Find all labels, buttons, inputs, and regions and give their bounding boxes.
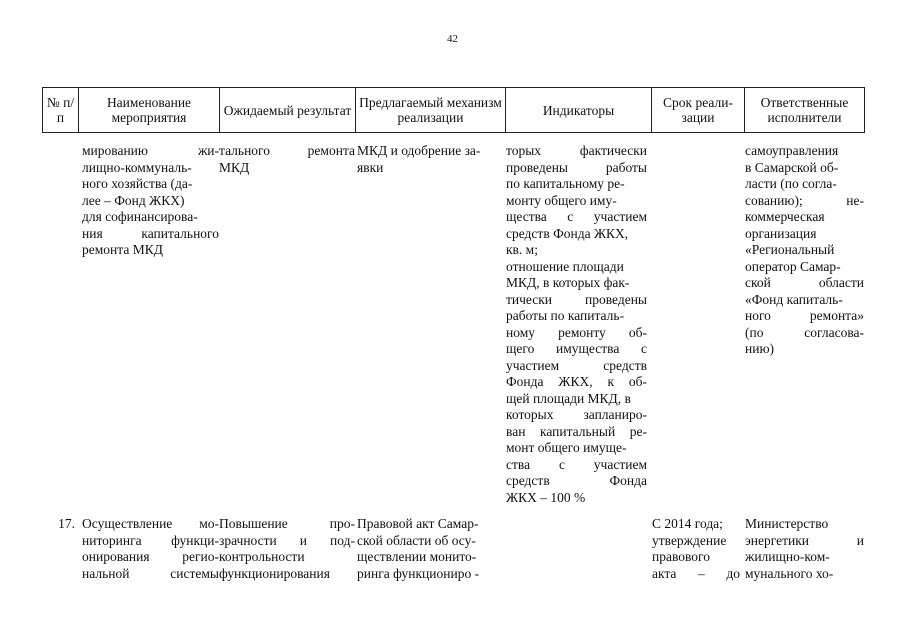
text-line: средств Фонда ЖКХ,: [506, 225, 629, 241]
text-line: для софинансирова-: [82, 209, 198, 224]
text-line: энергетики и: [745, 532, 864, 548]
text-line: «Фонд капиталь-: [745, 291, 843, 307]
header-indicators: Индикаторы: [506, 88, 652, 133]
text-line: ЖКХ – 100 %: [506, 489, 586, 505]
text-line: онирования регио-: [82, 549, 219, 564]
text-line: отношение площади: [506, 258, 624, 274]
text-line: монту общего иму-: [506, 192, 617, 208]
page-number: 42: [447, 33, 458, 45]
text-line: мунального хо-: [745, 565, 834, 581]
header-mechanism: Предлагаемый механизм реализации: [356, 88, 506, 133]
text-line: работы по капиталь-: [506, 308, 625, 323]
text-line: которых запланиро-: [506, 407, 647, 422]
text-line: С 2014 года;: [652, 516, 723, 531]
text-line: Министерство: [745, 516, 829, 531]
cont-col4: [506, 143, 647, 506]
text-line: кв. м;: [506, 242, 538, 257]
text-line: ниторинга функци-: [82, 532, 219, 548]
text-line: проведены работы: [506, 159, 647, 175]
header-term: Срок реали-зации: [652, 88, 745, 133]
text-line: (по согласова-: [745, 324, 864, 340]
text-line: «Региональный: [745, 242, 835, 257]
text-line: акта – до: [652, 565, 740, 581]
text-line: ласти (по согла-: [745, 176, 837, 191]
text-line: явки: [357, 159, 384, 175]
cont-col2: [219, 143, 355, 176]
text-line: оператор Самар-: [745, 258, 841, 274]
text-line: ван капитальный ре-: [506, 423, 647, 439]
text-line: Фонда ЖКХ, к об-: [506, 374, 647, 389]
text-line: ской области об осу-: [357, 532, 476, 548]
cont-col6: [745, 143, 864, 358]
text-line: тального ремонта: [219, 143, 355, 158]
text-line: коммерческая: [745, 209, 825, 224]
text-line: лищно-коммуналь-: [82, 159, 192, 175]
row17-col2: [219, 516, 355, 582]
text-line: Повышение про-: [219, 516, 355, 531]
row-17-number: [42, 516, 75, 533]
text-line: МКД и одобрение за-: [357, 143, 481, 158]
row-number: 17.: [58, 516, 75, 531]
text-line: МКД: [219, 159, 250, 175]
text-line: нальной системы: [82, 565, 219, 581]
row17-col5: [652, 516, 740, 582]
text-line: нию): [745, 341, 775, 356]
text-line: щей площади МКД, в: [506, 390, 631, 406]
cont-col1: [82, 143, 219, 259]
text-line: правового: [652, 549, 710, 564]
text-line: ному ремонту об-: [506, 324, 647, 340]
header-name: Наименование мероприятия: [79, 88, 220, 133]
text-line: контрольности: [219, 549, 305, 564]
text-line: монт общего имуще-: [506, 440, 627, 455]
text-line: зрачности и под-: [219, 532, 355, 548]
text-line: сованию); не-: [745, 192, 864, 208]
text-line: ринга функциониро -: [357, 565, 480, 581]
text-line: организация: [745, 225, 817, 241]
text-line: ремонта МКД: [82, 242, 163, 257]
cont-col3: [357, 143, 499, 176]
text-line: ного хозяйства (да-: [82, 176, 193, 191]
header-result: Ожидаемый результат: [220, 88, 356, 133]
text-line: щества с участием: [506, 209, 647, 224]
header-number: № п/п: [43, 88, 79, 133]
text-line: Осуществление мо-: [82, 516, 219, 531]
text-line: участием средств: [506, 357, 647, 373]
text-line: в Самарской об-: [745, 159, 839, 175]
text-line: торых фактически: [506, 143, 647, 158]
text-line: МКД, в которых фак-: [506, 275, 630, 290]
text-line: по капитальному ре-: [506, 176, 625, 191]
text-line: ства с участием: [506, 456, 647, 472]
text-line: ской области: [745, 275, 864, 290]
text-line: функционирования: [219, 565, 330, 581]
text-line: утверждение: [652, 532, 727, 548]
row17-col1: [82, 516, 219, 582]
text-line: жилищно-ком-: [745, 549, 830, 564]
text-line: ществлении монито-: [357, 549, 477, 564]
row17-col6: [745, 516, 864, 582]
text-line: ного ремонта»: [745, 308, 864, 323]
text-line: тически проведены: [506, 291, 647, 307]
text-line: самоуправления: [745, 143, 839, 158]
text-line: мированию жи-: [82, 143, 219, 158]
text-line: ния капитального: [82, 225, 219, 241]
text-line: Правовой акт Самар-: [357, 516, 479, 531]
header-responsible: Ответственные исполнители: [745, 88, 865, 133]
row17-col3: [357, 516, 499, 582]
table-header: [42, 87, 865, 133]
text-line: средств Фонда: [506, 473, 647, 488]
text-line: щего имущества с: [506, 341, 647, 356]
text-line: лее – Фонд ЖКХ): [82, 192, 185, 208]
